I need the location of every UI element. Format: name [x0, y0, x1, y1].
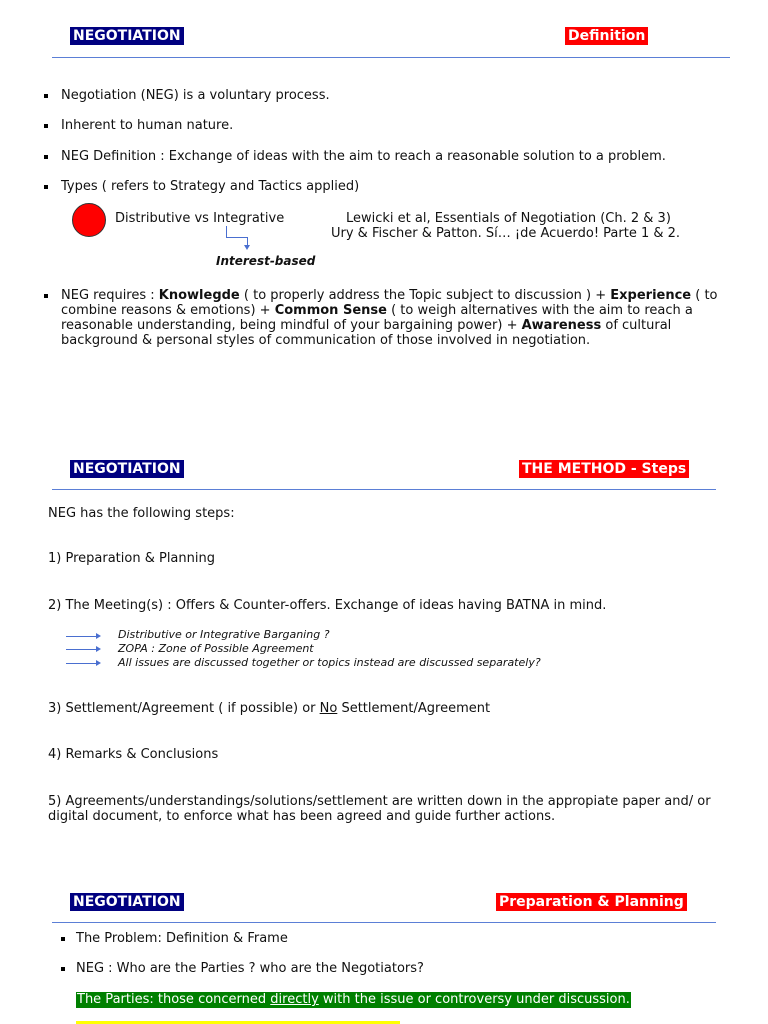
arrow-right-icon [96, 660, 101, 666]
definition-bullet: NEG Definition : Exchange of ideas with the aim to reach a reasonable solution to a problem. [61, 149, 666, 164]
steps-intro: NEG has the following steps: [48, 506, 235, 521]
bullet-marker [44, 294, 48, 298]
arrow-right-icon [96, 646, 101, 652]
definition-bullet: Types ( refers to Strategy and Tactics applied) [61, 179, 360, 194]
negotiation-tag: NEGOTIATION [70, 893, 184, 911]
arrow-line [66, 636, 96, 637]
arrow-line [66, 663, 96, 664]
bullet-marker [61, 937, 65, 941]
parties-highlight: The Parties: those concerned directly with the issue or controversy under discussion. [77, 992, 630, 1007]
definition-bullet: Negotiation (NEG) is a voluntary process. [61, 88, 330, 103]
arrow-right-icon [96, 633, 101, 639]
definition-tag: Definition [565, 27, 648, 45]
step-4: 4) Remarks & Conclusions [48, 747, 219, 762]
connector-line [247, 237, 248, 245]
header-rule [52, 57, 730, 58]
step-2-sub: ZOPA : Zone of Possible Agreement [118, 642, 314, 655]
connector-line [226, 237, 248, 238]
step-2-sub: Distributive or Integrative Barganing ? [118, 628, 330, 641]
method-steps-tag: THE METHOD - Steps [519, 460, 689, 478]
preparation-planning-tag: Preparation & Planning [496, 893, 687, 911]
bullet-marker [44, 155, 48, 159]
types-label: Distributive vs Integrative [115, 211, 285, 226]
negotiation-tag: NEGOTIATION [70, 460, 184, 478]
preparation-bullet: The Problem: Definition & Frame [76, 931, 288, 946]
negotiation-tag: NEGOTIATION [70, 27, 184, 45]
step-3: 3) Settlement/Agreement ( if possible) or No Settlement/Agreement [48, 701, 491, 716]
red-circle-icon [72, 203, 106, 237]
header-rule [52, 922, 716, 923]
reference-ury: Ury & Fischer & Patton. Sí… ¡de Acuerdo! Parte 1 & 2. [331, 226, 681, 241]
interest-based-label: Interest-based [216, 254, 316, 268]
step-5: 5) Agreements/understandings/solutions/settlement are written down in the appropiate paper and/ or digital document, to enforce what has been agreed and guide further actions. [48, 794, 711, 824]
definition-bullet: Inherent to human nature. [61, 118, 234, 133]
step-1: 1) Preparation & Planning [48, 551, 215, 566]
reference-lewicki: Lewicki et al, Essentials of Negotiation (Ch. 2 & 3) [346, 211, 671, 226]
step-2-sub: All issues are discussed together or topics instead are discussed separately? [118, 656, 541, 669]
bullet-marker [44, 124, 48, 128]
requirements-paragraph: NEG requires : Knowlegde ( to properly address the Topic subject to discussion ) + Experience ( to combine reasons & emotions) + Common Sense ( to weigh alternatives with the aim to reach a reasonable understanding, being mindful of your bargaining power) + Awareness of cultural background & personal styles of communication of those involved in negotiation. [61, 288, 718, 348]
header-rule [52, 489, 716, 490]
arrow-line [66, 649, 96, 650]
bullet-marker [61, 967, 65, 971]
step-2: 2) The Meeting(s) : Offers & Counter-offers. Exchange of ideas having BATNA in mind. [48, 598, 607, 613]
arrow-down-icon [244, 245, 250, 250]
bullet-marker [44, 94, 48, 98]
bullet-marker [44, 185, 48, 189]
preparation-bullet: NEG : Who are the Parties ? who are the Negotiators? [76, 961, 424, 976]
